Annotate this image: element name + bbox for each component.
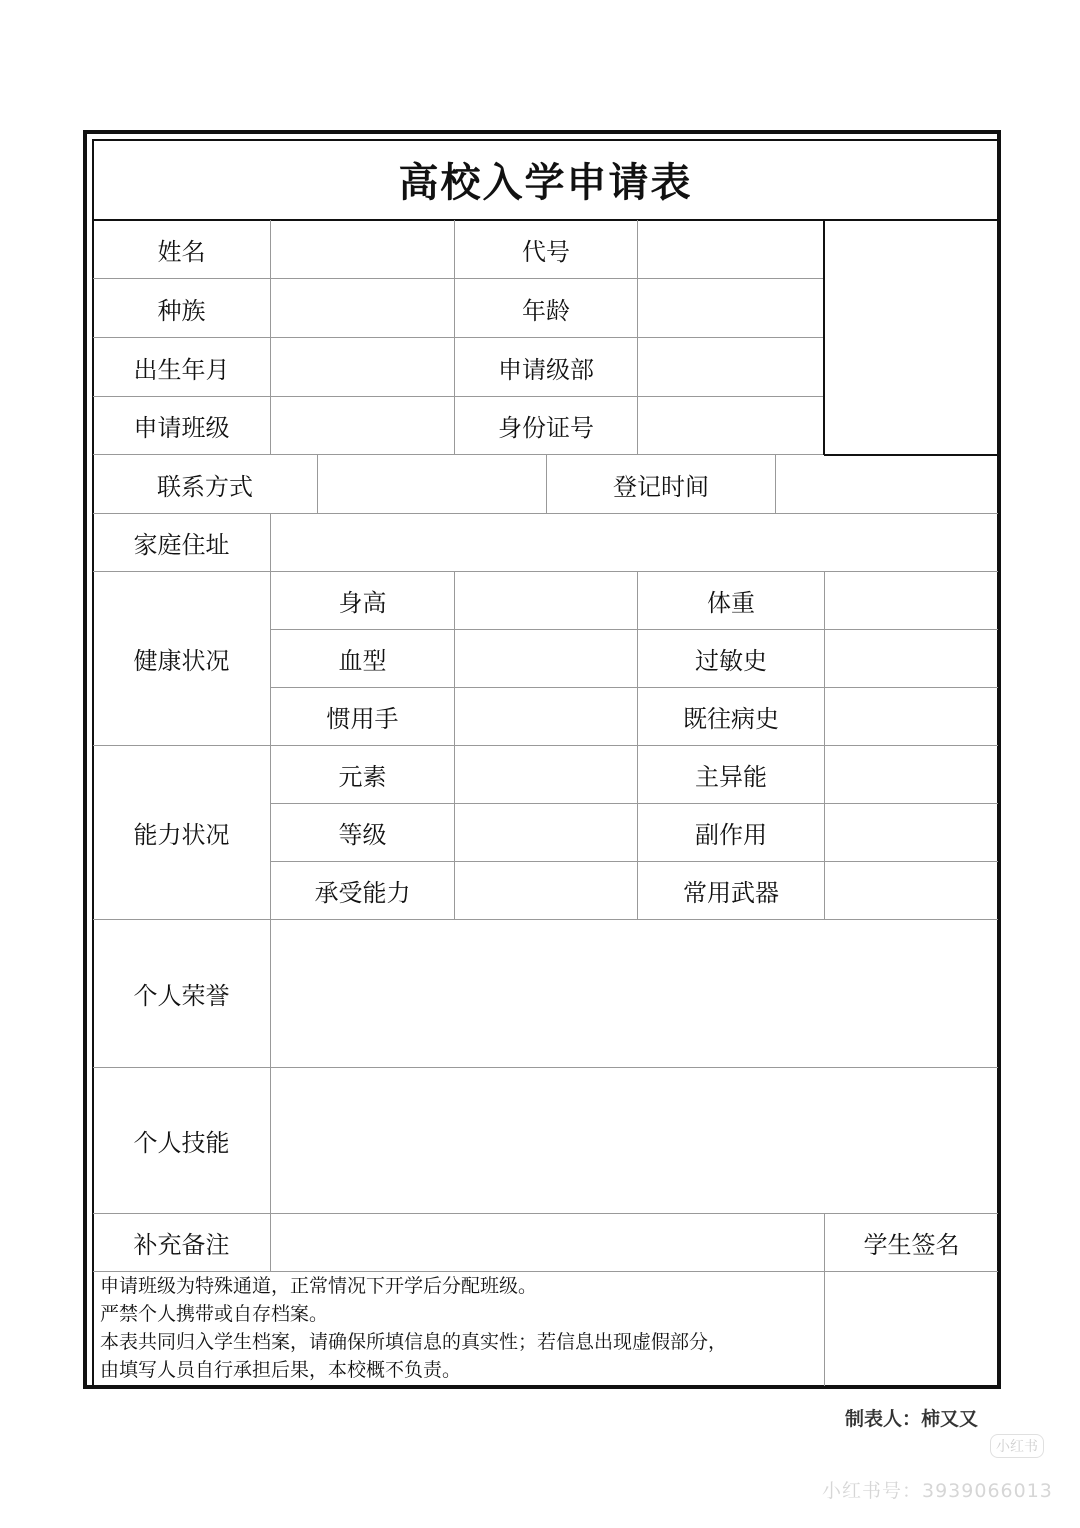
label-address: 家庭住址: [133, 531, 230, 559]
label-weapon: 常用武器: [683, 879, 779, 907]
label-history: 既往病史: [683, 705, 779, 733]
label-apply-grade: 申请级部: [498, 355, 594, 384]
label-remarks: 补充备注: [133, 1231, 230, 1259]
label-allergy: 过敏史: [695, 647, 767, 675]
label-id-number: 身份证号: [498, 414, 594, 442]
label-skills: 个人技能: [133, 1129, 230, 1157]
label-main-ability: 主异能: [695, 763, 767, 791]
label-contact: 联系方式: [157, 472, 253, 501]
col-line: [270, 220, 271, 454]
watermark-id: 小红书号：3939066013: [822, 1480, 1053, 1502]
label-register-time: 登记时间: [613, 472, 709, 501]
label-apply-class: 申请班级: [133, 414, 230, 442]
label-signature: 学生签名: [863, 1231, 960, 1259]
note-line: 申请班级为特殊通道，正常情况下开学后分配班级。: [100, 1275, 538, 1297]
col-line: [775, 455, 776, 513]
form-title: 高校入学申请表: [398, 159, 693, 206]
label-birth: 出生年月: [133, 355, 230, 384]
label-race: 种族: [157, 296, 206, 325]
label-side-effect: 副作用: [695, 821, 767, 849]
label-blood: 血型: [338, 647, 387, 675]
col-line: [454, 572, 455, 919]
label-name: 姓名: [157, 237, 206, 266]
label-ability: 能力状况: [133, 821, 230, 849]
note-line: 由填写人员自行承担后果，本校概不负责。: [100, 1359, 462, 1381]
label-element: 元素: [338, 763, 387, 791]
label-level: 等级: [338, 821, 387, 849]
col-line: [637, 220, 638, 454]
photo-area: [825, 221, 998, 453]
label-health: 健康状况: [133, 647, 230, 675]
label-height: 身高: [338, 589, 387, 617]
photo-box-bottom: [824, 454, 999, 456]
col-line: [824, 572, 825, 919]
watermark-logo: 小红书: [990, 1434, 1044, 1458]
note-line: 严禁个人携带或自存档案。: [100, 1303, 329, 1325]
col-line: [317, 455, 318, 513]
label-weight: 体重: [707, 589, 755, 617]
label-code: 代号: [522, 237, 570, 266]
label-endurance: 承受能力: [314, 879, 411, 907]
label-hand: 惯用手: [326, 705, 399, 733]
note-line: 本表共同归入学生档案，请确保所填信息的真实性；若信息出现虚假部分，: [100, 1331, 728, 1353]
label-age: 年龄: [522, 296, 570, 325]
form-maker: 制表人：柿又又: [845, 1408, 979, 1430]
label-honors: 个人荣誉: [133, 982, 230, 1010]
